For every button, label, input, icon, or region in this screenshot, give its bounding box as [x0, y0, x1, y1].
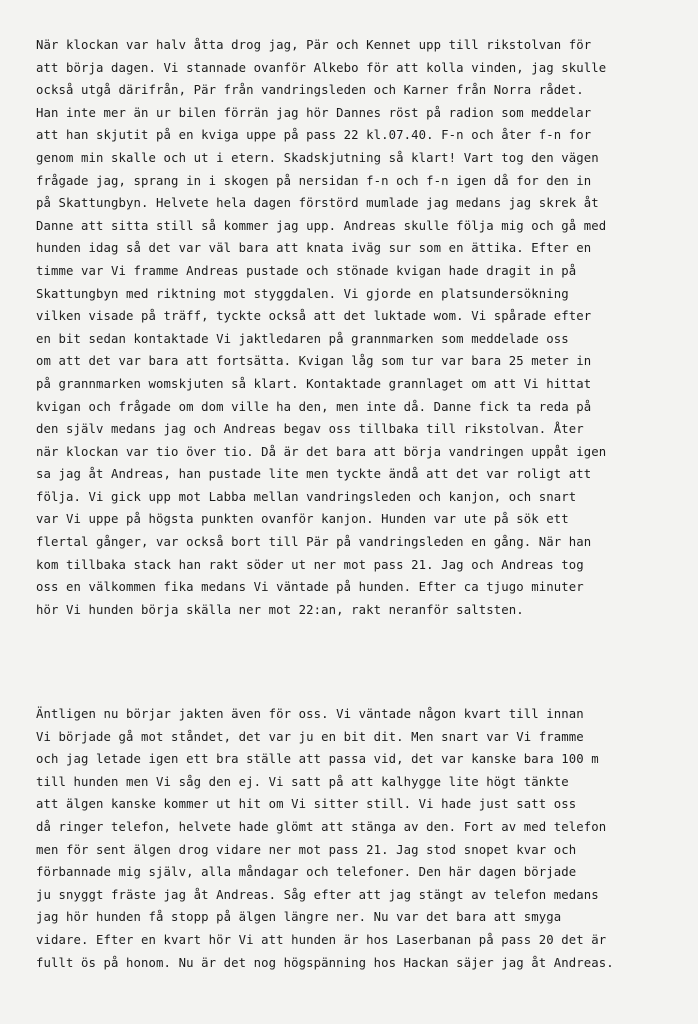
- text-line: oss en välkommen fika medans Vi väntade på hunden. Efter ca tjugo minuter: [36, 580, 584, 595]
- text-line: hör Vi hunden börja skälla ner mot 22:an, rakt neranför saltsten.: [36, 602, 524, 617]
- text-line: sa jag åt Andreas, han pustade lite men tyckte ändå att det var roligt att: [36, 467, 592, 482]
- text-line: Äntligen nu börjar jakten även för oss. Vi väntade någon kvart till innan: [36, 707, 584, 721]
- text-line: Vi började gå mot ståndet, det var ju en bit dit. Men snart var Vi framme: [36, 729, 584, 744]
- text-line: men för sent älgen drog vidare ner mot pass 21. Jag stod snopet kvar och: [36, 842, 577, 857]
- text-line: kom tillbaka stack han rakt söder ut ner mot pass 21. Jag och Andreas tog: [36, 557, 584, 572]
- text-line: flertal gånger, var också bort till Pär på vandringsleden en gång. När han: [36, 535, 592, 550]
- text-line: på Skattungbyn. Helvete hela dagen förstörd mumlade jag medans jag skrek åt: [36, 196, 599, 211]
- text-line: genom min skalle och ut i etern. Skadskjutning så klart! Vart tog den vägen: [36, 150, 599, 165]
- text-line: om att det var bara att fortsätta. Kvigan låg som tur var bara 25 meter in: [36, 354, 592, 369]
- text-line: en bit sedan kontaktade Vi jaktledaren på grannmarken som meddelade oss: [36, 331, 569, 346]
- text-line: följa. Vi gick upp mot Labba mellan vandringsleden och kanjon, och snart: [36, 489, 577, 504]
- text-line: var Vi uppe på högsta punkten ovanför kanjon. Hunden var ute på sök ett: [36, 512, 569, 527]
- text-line: också utgå därifrån, Pär från vandringsleden och Karner från Norra rådet.: [36, 83, 584, 98]
- text-line: fullt ös på honom. Nu är det nog högspänning hos Hackan säjer jag åt Andreas.: [36, 955, 614, 970]
- text-line: vilken visade på träff, tyckte också att det luktade wom. Vi spårade efter: [36, 309, 592, 324]
- text-line: till hunden men Vi såg den ej. Vi satt på att kalhygge lite högt tänkte: [36, 774, 569, 789]
- text-line: förbannade mig själv, alla måndagar och telefoner. Den här dagen började: [36, 865, 577, 880]
- text-line: att han skjutit på en kviga uppe på pass 22 kl.07.40. F-n och åter f-n for: [36, 128, 592, 143]
- text-line: timme var Vi framme Andreas pustade och stönade kvigan hade dragit in på: [36, 263, 577, 278]
- text-line: att älgen kanske kommer ut hit om Vi sitter still. Vi hade just satt oss: [36, 797, 577, 812]
- text-line: Skattungbyn med riktning mot styggdalen. Vi gjorde en platsundersökning: [36, 286, 569, 301]
- text-line: När klockan var halv åtta drog jag, Pär och Kennet upp till rikstolvan för: [36, 38, 592, 52]
- text-line: Han inte mer än ur bilen förrän jag hör Dannes röst på radion som meddelar: [36, 105, 592, 120]
- text-line: ju snyggt fräste jag åt Andreas. Såg efter att jag stängt av telefon medans: [36, 887, 599, 902]
- text-line: den själv medans jag och Andreas begav oss tillbaka till rikstolvan. Åter: [36, 422, 584, 437]
- text-line: jag hör hunden få stopp på älgen längre ner. Nu var det bara att smyga: [36, 910, 562, 925]
- text-line: och jag letade igen ett bra ställe att passa vid, det var kanske bara 100 m: [36, 752, 599, 767]
- text-line: frågade jag, sprang in i skogen på nersidan f-n och f-n igen då for den in: [36, 173, 592, 188]
- text-line: hunden idag så det var väl bara att knata iväg sur som en ättika. Efter en: [36, 241, 592, 256]
- text-line: att börja dagen. Vi stannade ovanför Alkebo för att kolla vinden, jag skulle: [36, 60, 607, 75]
- text-line: då ringer telefon, helvete hade glömt att stänga av den. Fort av med telefon: [36, 819, 607, 834]
- text-line: när klockan var tio över tio. Då är det bara att börja vandringen uppåt igen: [36, 444, 607, 459]
- text-line: Danne att sitta still så kommer jag upp. Andreas skulle följa mig och gå med: [36, 218, 607, 233]
- paragraph-2: [36, 703, 691, 974]
- text-line: vidare. Efter en kvart hör Vi att hunden är hos Laserbanan på pass 20 det är: [36, 932, 607, 947]
- paragraph-1: [36, 34, 691, 621]
- text-line: på grannmarken womskjuten så klart. Kontaktade grannlaget om att Vi hittat: [36, 376, 592, 391]
- text-line: kvigan och frågade om dom ville ha den, men inte då. Danne fick ta reda på: [36, 399, 592, 414]
